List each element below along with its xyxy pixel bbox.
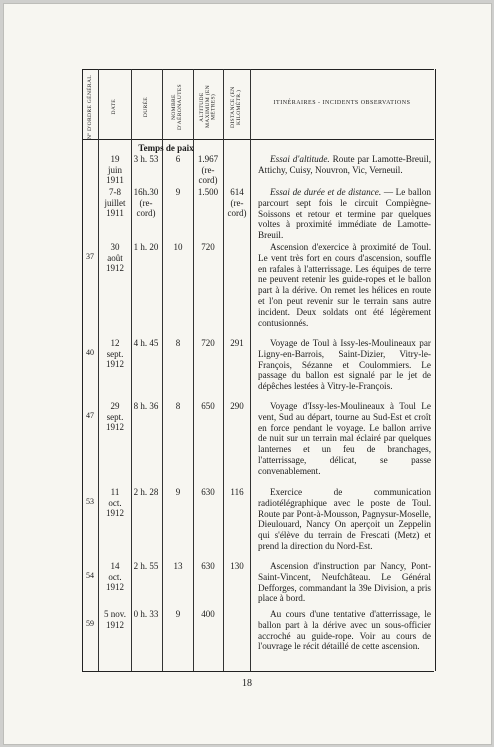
- flight-duration-line: 3 h. 53: [133, 154, 159, 164]
- max-altitude-line: 650: [201, 401, 215, 411]
- distance-line: 614: [230, 187, 244, 197]
- flight-duration: [130, 338, 162, 349]
- observation-text: [258, 561, 431, 604]
- distance: [223, 561, 251, 572]
- flight-duration: [130, 401, 162, 412]
- flight-duration-line: 2 h. 55: [133, 561, 159, 571]
- flight-number: 37: [86, 252, 94, 261]
- flight-date-line: 14: [110, 561, 120, 571]
- flight-number: 47: [86, 411, 94, 420]
- flight-date: [99, 242, 131, 274]
- aeronaut-count: 10: [173, 242, 183, 252]
- header-date: DATE: [111, 99, 118, 115]
- max-altitude-line: (re-: [201, 164, 215, 175]
- max-altitude: [193, 187, 223, 198]
- flight-duration: [130, 561, 162, 572]
- observation-body: Voyage de Toul à Issy-les-Moulineaux par Ligny-en-Barrois, Saint-Dizier, Vitry-le-François, Sézanne et Coulommiers. Le passage du ballon est signalé par le jet de dépêches lestées à Vitry-le-François.: [258, 338, 431, 392]
- max-altitude-line: 630: [201, 487, 215, 497]
- flight-date: [99, 154, 131, 186]
- observation-lead: Essai d'altitude.: [270, 154, 330, 164]
- max-altitude: [193, 154, 223, 186]
- flight-date-line: sept.: [106, 348, 124, 359]
- header-distance: DISTANCE (EN KILOMÈTR.): [230, 86, 242, 128]
- aeronaut-count: 8: [175, 338, 181, 348]
- col-rule: [223, 69, 224, 671]
- flight-duration-line: (re-: [139, 197, 153, 208]
- header-no: Nº D'ORDRE GÉNÉRAL: [86, 74, 93, 140]
- max-altitude: [193, 401, 223, 412]
- flight-date: [99, 338, 131, 370]
- observation-body: Ascension d'exercice à proximité de Toul. Le vent très fort en cours d'ascension, souffle en rafales à l'atterrissage. Les équipes de terre ne peuvent retenir les guide-ropes et le ballon part à la dérive. On remet les hélices en route et l'on peut revenir sur le terrain sans autre incident. Deux soldats ont été légèrement contusionnés.: [258, 242, 431, 328]
- flight-duration-line: 2 h. 28: [133, 487, 159, 497]
- flight-duration: [130, 187, 162, 219]
- table-bottom-rule: [82, 671, 434, 672]
- distance-line: 290: [230, 401, 244, 411]
- flight-date-line: 29: [110, 401, 120, 411]
- observation-body: Voyage d'Issy-les-Moulineaux à Toul Le vent, Sud au départ, tourne au Sud-Est et croît en force pendant le voyage. Le ballon arrive de nuit sur un terrain mal éclairé par quelques lanternes et un feu de branchages, l'atterrissage, délicat, se passe convenablement.: [258, 401, 431, 476]
- flight-date: [99, 187, 131, 219]
- max-altitude: [193, 242, 223, 253]
- flight-date-line: oct.: [108, 571, 122, 582]
- flight-date-line: 1912: [106, 508, 124, 518]
- distance-line: 130: [230, 561, 244, 571]
- max-altitude-line: 1.967: [197, 154, 219, 164]
- observation-lead: Essai de durée et de distance.: [270, 187, 382, 197]
- section-title: Temps de paix: [138, 143, 194, 153]
- observation-body: Route par Lamotte-Breuil, Attichy, Cuisy, Nouvron, Vic, Verneuil.: [258, 154, 431, 175]
- max-altitude-line: 720: [201, 338, 215, 348]
- flight-number: 40: [86, 348, 94, 357]
- col-rule: [250, 69, 251, 671]
- flight-date-line: 12: [110, 338, 120, 348]
- flight-duration: [130, 154, 162, 165]
- observation-text: [258, 609, 431, 652]
- distance-line: (re-: [230, 197, 244, 208]
- max-altitude-line: cord): [198, 175, 218, 185]
- aeronaut-count: 9: [175, 187, 181, 197]
- flight-date-line: 19: [110, 154, 120, 164]
- max-altitude-line: 1.500: [197, 187, 219, 197]
- flight-date-line: 1911: [106, 208, 124, 218]
- max-altitude: [193, 487, 223, 498]
- observation-text: [258, 242, 431, 328]
- flight-date-line: août: [107, 252, 123, 263]
- flight-number: 54: [86, 571, 94, 580]
- aeronaut-count: 13: [173, 561, 183, 571]
- flight-duration-line: 8 h. 36: [133, 401, 159, 411]
- observation-body: Exercice de communication radiotélégraphique avec le poste de Toul. Route par Pont-à-Mousson, Pagnysur-Moselle, Dieulouard, Nancy On aperçoit un Zeppelin qui s'élève du terrain de Frescati (Metz) et prend la direction du Nord-Est.: [258, 487, 431, 551]
- distance: [223, 187, 251, 219]
- table-top-rule: [82, 69, 434, 70]
- observation-text: [258, 401, 431, 477]
- header-observations: ITINÉRAIRES - INCIDENTS OBSERVATIONS: [273, 100, 411, 106]
- distance-line: 116: [230, 487, 244, 497]
- observation-body: Ascension d'instruction par Nancy, Pont-Saint-Vincent, Neufchâteau. Le Général Defforges, commandant la 39e Division, a pris place à bord.: [258, 561, 431, 604]
- observation-text: [258, 154, 431, 176]
- observation-text: [258, 487, 431, 552]
- flight-date-line: 11: [110, 487, 120, 497]
- flight-date-line: 1912: [106, 359, 124, 369]
- page-number: 18: [242, 678, 252, 689]
- aeronaut-count: 6: [175, 154, 181, 164]
- flight-date-line: 1912: [106, 263, 124, 273]
- flight-date-line: 1912: [106, 619, 124, 630]
- flight-date-line: oct.: [108, 497, 122, 508]
- max-altitude: [193, 561, 223, 572]
- max-altitude-line: 630: [201, 561, 215, 571]
- flight-date-line: 1911: [106, 175, 124, 185]
- observation-text: [258, 187, 431, 241]
- aeronaut-count: 8: [175, 401, 181, 411]
- flight-date-line: 1912: [106, 582, 124, 592]
- flight-date-line: juillet: [104, 197, 126, 208]
- flight-duration-line: 16h.30: [133, 187, 159, 197]
- flight-duration-line: 1 h. 20: [133, 242, 159, 252]
- flight-duration: [130, 609, 162, 620]
- flight-date-line: 5 nov.: [104, 609, 126, 619]
- flight-duration-line: 4 h. 45: [133, 338, 159, 348]
- observation-body: Au cours d'une tentative d'atterrissage, le ballon part à la dérive avec un sous-officier accroché au guide-rope. Voir au cours de l'ouvrage le récit détaillé de cette ascension.: [258, 609, 431, 652]
- aeronaut-count: 9: [175, 609, 181, 619]
- flight-date: [99, 401, 131, 433]
- flight-duration-line: 0 h. 33: [133, 609, 159, 619]
- header-duration: DURÉE: [143, 96, 150, 118]
- flight-duration-line: cord): [136, 208, 156, 218]
- flight-duration: [130, 487, 162, 498]
- distance-line: 291: [230, 338, 244, 348]
- header-aeronauts: NOMBRE D'AÉRONAUTES: [171, 84, 183, 130]
- aeronaut-count: 9: [175, 487, 181, 497]
- max-altitude-line: 400: [201, 609, 215, 619]
- flight-date: [99, 609, 131, 630]
- distance-line: cord): [227, 208, 247, 218]
- distance: [223, 487, 251, 498]
- max-altitude-line: 720: [201, 242, 215, 252]
- header-altitude: ALTITUDE MAXIMUM (EN MÈTRES): [198, 85, 217, 129]
- observation-body: — Le ballon parcourt sept fois le circuit Compiègne-Soissons et retour et termine par quelques voltes à proximité immédiate de Lamotte-Breuil.: [258, 187, 432, 241]
- flight-duration: [130, 242, 162, 253]
- max-altitude: [193, 609, 223, 620]
- flight-date-line: juin: [107, 164, 122, 175]
- flight-date: [99, 561, 131, 593]
- max-altitude: [193, 338, 223, 349]
- flight-date-line: sept.: [106, 411, 124, 422]
- flight-date-line: 30: [110, 242, 120, 252]
- flight-date-line: 1912: [106, 422, 124, 432]
- distance: [223, 401, 251, 412]
- distance: [223, 338, 251, 349]
- flight-number: 59: [86, 619, 94, 628]
- observation-text: [258, 338, 431, 392]
- flight-date: [99, 487, 131, 519]
- flight-number: 53: [86, 497, 94, 506]
- flight-date-line: 7-8: [109, 187, 121, 197]
